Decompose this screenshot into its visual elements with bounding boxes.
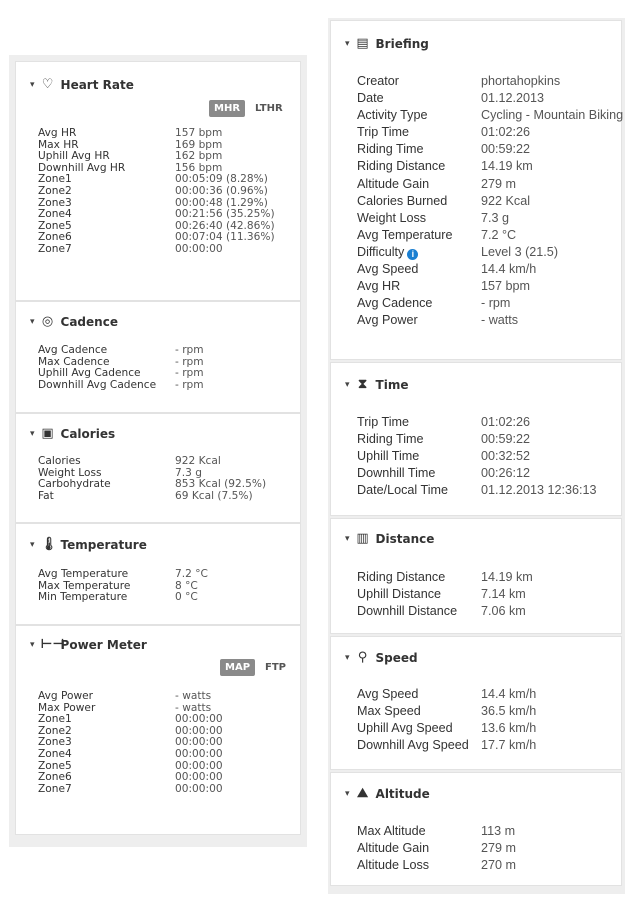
stat-row	[357, 210, 626, 227]
stat-row	[357, 431, 626, 448]
speed-rows	[357, 686, 626, 754]
stat-value: 00:07:04 (11.36%)	[175, 231, 275, 244]
stat-row	[38, 456, 266, 468]
stat-label: Avg HR	[38, 127, 77, 139]
altitude-panel	[330, 772, 622, 886]
stat-row	[357, 141, 626, 158]
stat-row	[357, 569, 626, 586]
time-rows	[357, 414, 626, 499]
stat-value: 279 m	[481, 841, 517, 856]
info-icon[interactable]: i	[407, 249, 418, 260]
stat-label: Calories	[38, 455, 81, 467]
stat-row	[38, 491, 266, 503]
stat-label: Avg Temperature	[357, 227, 453, 242]
stat-value: 00:26:40 (42.86%)	[175, 219, 275, 232]
stat-value: 14.4 km/h	[481, 262, 537, 277]
stat-value: 00:32:52	[481, 449, 531, 464]
stat-value: 17.7 km/h	[481, 738, 537, 753]
briefing-rows	[357, 73, 626, 329]
distance-rows	[357, 569, 626, 620]
heart-rate-header[interactable]	[30, 77, 134, 92]
stat-label: Downhill Distance	[357, 604, 458, 619]
stat-row	[357, 857, 626, 874]
time-header[interactable]	[345, 377, 408, 392]
stat-label: Avg Speed	[357, 262, 419, 277]
speed-icon: ⚲	[357, 650, 368, 665]
stat-label: Avg Power	[357, 313, 418, 328]
stat-value: 7.3 g	[481, 210, 510, 225]
speed-header[interactable]	[345, 650, 418, 665]
collapse-caret-icon[interactable]: ▾	[30, 316, 35, 327]
stat-label: Avg Cadence	[38, 344, 108, 356]
stat-row	[357, 603, 626, 620]
ftp-option[interactable]: FTP	[265, 662, 287, 673]
stat-label: Fat	[38, 489, 54, 502]
stat-value: 113 m	[481, 824, 516, 838]
panel-title: Temperature	[60, 537, 147, 552]
stat-value: 157 bpm	[175, 127, 223, 139]
stat-value: 00:26:12	[481, 466, 531, 481]
distance-icon: ▥	[356, 531, 369, 546]
mountain-icon: ⛰	[357, 786, 368, 801]
distance-header[interactable]	[345, 531, 434, 546]
hourglass-icon: ⧗	[357, 377, 368, 392]
stat-row	[357, 176, 626, 193]
stat-label: Zone3	[38, 196, 72, 209]
stat-label: Zone2	[38, 724, 72, 737]
stat-label: Zone2	[38, 184, 72, 197]
panel-title: Briefing	[375, 36, 429, 51]
temperature-header[interactable]	[30, 537, 147, 552]
stat-label: Avg Temperature	[38, 568, 129, 580]
stat-label: Uphill Time	[357, 449, 420, 464]
stat-row	[38, 380, 204, 392]
speed-panel	[330, 636, 622, 770]
stat-label: Weight Loss	[38, 466, 102, 479]
panel-title: Heart Rate	[60, 77, 134, 92]
stat-value: 14.19 km	[481, 159, 533, 174]
stat-row	[38, 209, 275, 221]
stat-row	[38, 128, 275, 140]
panel-title: Power Meter	[60, 637, 147, 652]
stat-label: Min Temperature	[38, 591, 128, 604]
stat-value: 922 Kcal	[175, 455, 221, 467]
collapse-caret-icon[interactable]: ▾	[30, 428, 35, 439]
collapse-caret-icon[interactable]: ▾	[30, 639, 35, 650]
stat-value: - rpm	[175, 344, 204, 356]
thermometer-icon: 🌡	[40, 537, 58, 552]
stat-label: Altitude Gain	[357, 841, 430, 856]
stat-value: Level 3 (21.5)	[481, 244, 559, 259]
stat-row	[38, 784, 223, 796]
stat-label: Downhill Avg Speed	[357, 738, 469, 753]
stat-value: 01.12.2013 12:36:13	[481, 483, 597, 498]
stat-value: 00:00:00	[175, 759, 223, 772]
cadence-panel	[15, 301, 301, 413]
stat-label: Zone7	[38, 242, 72, 255]
stat-row	[357, 737, 626, 754]
cadence-rows	[38, 345, 204, 391]
left-column	[9, 55, 307, 847]
stat-label: Uphill Avg Speed	[357, 721, 453, 736]
stat-value: 00:21:56 (35.25%)	[175, 208, 275, 221]
stat-label: Riding Time	[357, 432, 424, 447]
stat-label: Avg HR	[357, 279, 401, 294]
collapse-caret-icon[interactable]: ▾	[345, 533, 350, 544]
briefing-panel	[330, 20, 622, 360]
panel-title: Distance	[375, 531, 435, 546]
stat-row	[357, 840, 626, 857]
stat-label: Max Temperature	[38, 579, 131, 592]
power-meter-header[interactable]	[30, 637, 147, 652]
stat-label: Max Speed	[357, 704, 421, 719]
collapse-caret-icon[interactable]: ▾	[345, 652, 350, 663]
stat-label: Uphill Distance	[357, 587, 441, 602]
stat-row	[38, 232, 275, 244]
calories-icon: ▣	[41, 426, 54, 441]
stat-label: Zone6	[38, 771, 72, 784]
stat-value: - rpm	[175, 378, 204, 391]
stat-value: 279 m	[481, 176, 517, 191]
stat-row	[357, 448, 626, 465]
stat-label: Zone4	[38, 208, 72, 221]
stat-value: - rpm	[175, 367, 204, 380]
panel-title: Altitude	[375, 786, 430, 801]
stat-label: Riding Time	[357, 142, 424, 157]
calories-rows	[38, 456, 266, 502]
stat-row	[357, 465, 626, 482]
stat-label: Max Altitude	[357, 824, 426, 838]
stat-value: 00:05:09 (8.28%)	[175, 173, 268, 186]
stat-value: 7.14 km	[481, 587, 526, 602]
stat-row	[357, 823, 626, 840]
cadence-header[interactable]	[30, 314, 118, 329]
stat-row	[357, 312, 626, 329]
power-meter-panel	[15, 625, 301, 835]
stat-row	[357, 278, 626, 295]
stat-label: Downhill Avg HR	[38, 161, 126, 174]
stat-row	[38, 772, 223, 784]
stat-label: Zone6	[38, 231, 72, 244]
stat-label: Downhill Time	[357, 466, 436, 481]
stat-label: Date	[357, 91, 384, 106]
stat-label: Zone1	[38, 713, 72, 726]
stat-label: Zone3	[38, 736, 72, 749]
calories-header[interactable]	[30, 426, 115, 441]
stat-label: Zone7	[38, 782, 72, 795]
stat-label: Date/Local Time	[357, 483, 448, 498]
stat-label: Zone1	[38, 173, 72, 186]
stat-value: 7.06 km	[481, 604, 526, 619]
stat-value: 00:00:00	[175, 736, 223, 749]
stat-row	[357, 586, 626, 603]
stat-value: 00:00:00	[175, 782, 223, 795]
stat-value: 14.19 km	[481, 570, 533, 584]
collapse-caret-icon[interactable]: ▾	[30, 79, 35, 90]
power-meter-rows	[38, 691, 223, 795]
stat-value: 156 bpm	[175, 161, 223, 174]
stat-row	[357, 720, 626, 737]
map-option[interactable]: MAP	[220, 659, 255, 676]
altitude-header[interactable]	[345, 786, 430, 801]
collapse-caret-icon[interactable]: ▾	[345, 38, 350, 49]
stat-value: 270 m	[481, 858, 517, 873]
stat-value: 00:59:22	[481, 142, 531, 157]
stat-label: Activity Type	[357, 108, 428, 123]
collapse-caret-icon[interactable]: ▾	[30, 539, 35, 550]
stat-value: 0 °C	[175, 591, 198, 604]
stat-row	[38, 691, 223, 703]
stat-value: 157 bpm	[481, 279, 531, 294]
stat-value: 00:00:00	[175, 771, 223, 784]
stat-label: Zone5	[38, 219, 72, 232]
panel-title: Speed	[375, 650, 418, 665]
stat-row	[357, 414, 626, 431]
stat-value: 01.12.2013	[481, 91, 545, 106]
collapse-caret-icon[interactable]: ▾	[345, 379, 350, 390]
stat-label: Calories Burned	[357, 193, 448, 208]
stat-value: - watts	[175, 690, 212, 702]
stat-label: Max HR	[38, 138, 79, 151]
stat-row	[357, 158, 626, 175]
stat-value: 00:59:22	[481, 432, 531, 447]
stat-value: 14.4 km/h	[481, 687, 537, 701]
stat-row	[38, 592, 208, 604]
stat-value: 922 Kcal	[481, 193, 531, 208]
clipboard-icon: ▤	[356, 36, 369, 51]
stat-value: - watts	[481, 313, 519, 328]
stat-value: 8 °C	[175, 579, 198, 592]
stat-value: 01:02:26	[481, 415, 531, 429]
stat-row	[38, 186, 275, 198]
stat-row	[357, 686, 626, 703]
stat-row	[357, 90, 626, 107]
stat-value: 36.5 km/h	[481, 704, 537, 719]
stat-label: Trip Time	[357, 125, 410, 140]
cadence-icon: ◎	[41, 314, 54, 329]
stat-row	[357, 73, 626, 90]
stat-label: Max Power	[38, 701, 96, 714]
stat-row	[38, 244, 275, 256]
stat-value: 169 bpm	[175, 138, 223, 151]
stat-value: phortahopkins	[481, 74, 561, 88]
stat-value: 7.2 °C	[175, 568, 208, 580]
stat-label: Downhill Avg Cadence	[38, 378, 157, 391]
stat-value: 00:00:00	[175, 242, 223, 255]
heart-icon: ♡	[41, 77, 54, 92]
stat-label: Uphill Avg HR	[38, 150, 110, 163]
stat-value: 01:02:26	[481, 125, 531, 140]
stat-row	[357, 295, 626, 312]
calories-panel	[15, 413, 301, 523]
stat-row	[357, 124, 626, 141]
panel-title: Time	[375, 377, 409, 392]
stat-value: Cycling - Mountain Biking	[481, 108, 624, 123]
stat-value: - rpm	[481, 296, 511, 311]
stat-label: Difficulty	[357, 244, 405, 259]
stat-row	[38, 345, 204, 357]
stat-row	[357, 482, 626, 499]
stat-value: 853 Kcal (92.5%)	[175, 478, 267, 491]
power-mode-toggle[interactable]	[220, 659, 290, 676]
stat-row	[357, 244, 626, 261]
lthr-option[interactable]: LTHR	[255, 103, 283, 114]
stat-row	[38, 749, 223, 761]
stat-value: 162 bpm	[175, 150, 223, 163]
hr-mode-toggle[interactable]	[209, 100, 287, 117]
stat-row	[357, 193, 626, 210]
stat-value: 00:00:48 (1.29%)	[175, 196, 268, 209]
stat-label: Uphill Avg Cadence	[38, 367, 141, 380]
stat-row	[357, 261, 626, 278]
stat-row	[38, 569, 208, 581]
stat-label: Avg Power	[38, 690, 94, 702]
panel-title: Calories	[60, 426, 116, 441]
stat-value: 7.3 g	[175, 466, 202, 479]
stat-label: Carbohydrate	[38, 478, 111, 491]
temperature-rows	[38, 569, 208, 604]
stat-label: Altitude Gain	[357, 176, 430, 191]
stat-label: Zone4	[38, 747, 72, 760]
stat-label: Riding Distance	[357, 570, 446, 584]
panel-title: Cadence	[60, 314, 118, 329]
stat-value: 00:00:36 (0.96%)	[175, 184, 268, 197]
stat-value: 7.2 °C	[481, 227, 517, 242]
heart-rate-rows	[38, 128, 275, 256]
stat-row	[357, 227, 626, 244]
heart-rate-panel	[15, 61, 301, 301]
stat-value: 00:00:00	[175, 747, 223, 760]
collapse-caret-icon[interactable]: ▾	[345, 788, 350, 799]
stat-label: Zone5	[38, 759, 72, 772]
stat-value: - rpm	[175, 355, 204, 368]
dumbbell-icon: ⊢⊣	[40, 637, 65, 652]
stat-label: Riding Distance	[357, 159, 446, 174]
stat-label: Trip Time	[357, 415, 410, 429]
stat-value: 13.6 km/h	[481, 721, 537, 736]
mhr-option[interactable]: MHR	[209, 100, 245, 117]
stat-label: Avg Speed	[357, 687, 419, 701]
stat-label: Avg Cadence	[357, 296, 433, 311]
stat-value: - watts	[175, 701, 212, 714]
stat-label: Weight Loss	[357, 210, 427, 225]
stat-label: Max Cadence	[38, 355, 110, 368]
distance-panel	[330, 518, 622, 634]
stat-label-wrap	[357, 244, 481, 261]
time-panel	[330, 362, 622, 516]
stat-value: 69 Kcal (7.5%)	[175, 489, 253, 502]
stat-label: Altitude Loss	[357, 858, 430, 873]
right-column	[328, 18, 625, 894]
temperature-panel	[15, 523, 301, 625]
stat-row	[357, 703, 626, 720]
stat-label: Creator	[357, 74, 399, 88]
stat-value: 00:00:00	[175, 713, 223, 726]
stat-row	[357, 107, 626, 124]
stat-value: 00:00:00	[175, 724, 223, 737]
altitude-rows	[357, 823, 626, 874]
briefing-header[interactable]	[345, 36, 429, 51]
